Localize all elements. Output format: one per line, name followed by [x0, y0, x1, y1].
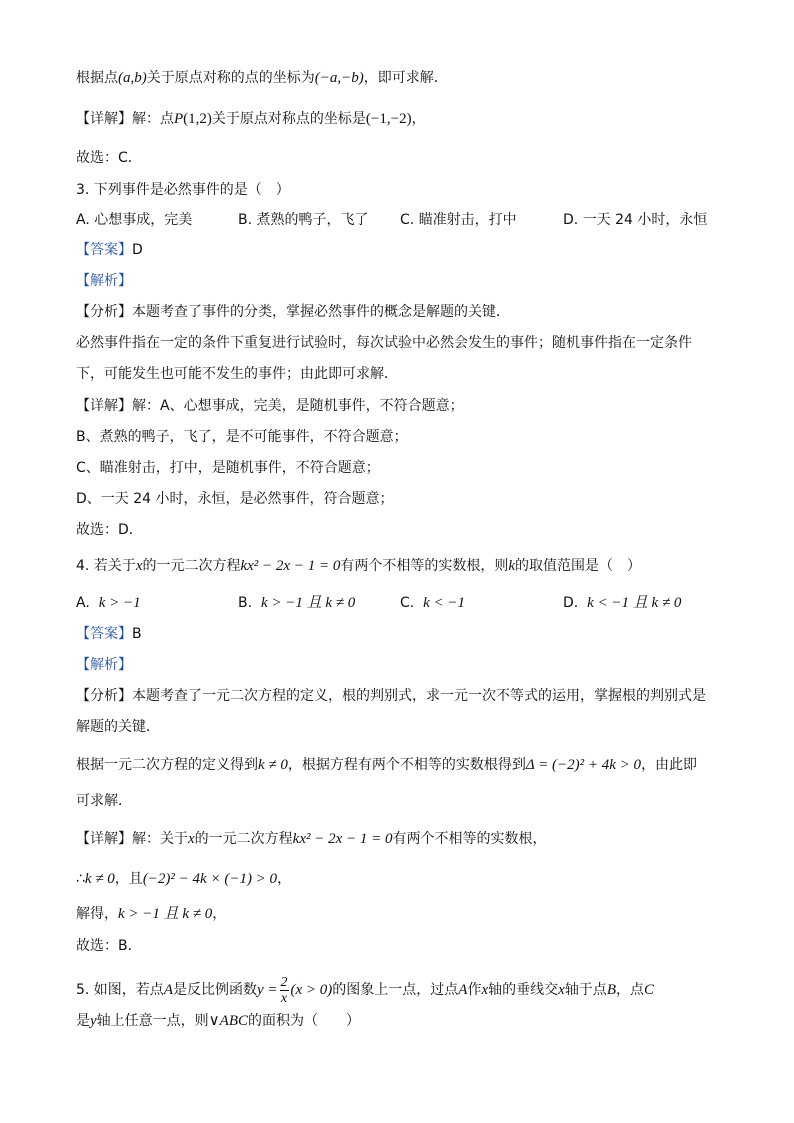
text: 的面积为（ ） [247, 1013, 360, 1029]
q4-explain-line-2: 可求解． [76, 793, 132, 809]
prev-detail-line [76, 109, 426, 129]
equation: kx² − 2x − 1 = 0 [292, 831, 393, 847]
triangle-abc: ∨ABC [208, 1013, 248, 1029]
q3-option-c [400, 210, 517, 230]
option-text: 心想事成，完美 [94, 212, 193, 228]
var-x: x [558, 982, 565, 998]
q4-conclusion: 故选：B． [76, 938, 142, 954]
q3-explain-line-1: 必然事件指在一定的条件下重复进行试验时，每次试验中必然会发生的事件；随机事件指在一定条件 [76, 335, 692, 351]
q4-option-d [563, 593, 681, 613]
text: 是 [76, 1013, 90, 1029]
q3-option-b [238, 210, 369, 230]
text: 的取值范围是（ ） [515, 558, 641, 574]
q3-option-d [563, 210, 707, 230]
q4-option-c [400, 593, 465, 613]
text: 4. 若关于 [76, 558, 136, 574]
formula-neg-ab: (−a,−b) [314, 70, 364, 86]
var-x: x [481, 982, 489, 998]
q3-detail-c: C、瞄准射击，打中，是随机事件，不符合题意； [76, 460, 380, 476]
domain-condition: (x > 0) [290, 982, 333, 998]
text: 是反比例函数 [172, 982, 257, 998]
text: 轴的垂线交 [488, 982, 559, 998]
option-key: A. [76, 595, 90, 611]
text: 有两个不相等的实数根， [392, 831, 547, 847]
q3-detail [76, 396, 464, 416]
denominator: x [280, 990, 288, 1006]
q4-analysis-tag: 【解析】 [76, 657, 132, 673]
fenxi-tag: 【分析】 [76, 304, 132, 320]
text: 的一元二次方程 [142, 558, 241, 574]
text: 本题考查了一元二次方程的定义，根的判别式，求一元一次不等式的运用，掌握根的判别式是 [132, 688, 706, 704]
option-key: C. [400, 595, 415, 611]
text: ，由此即 [641, 757, 698, 773]
q3-conclusion: 故选：D． [76, 522, 143, 538]
q5-stem-line-2 [76, 1011, 360, 1031]
q4-option-a [76, 593, 141, 613]
point-a: A [458, 982, 468, 998]
q4-step-2 [76, 904, 226, 924]
point-p: P [174, 111, 184, 127]
option-text: k > −1 且 k ≠ 0 [260, 595, 356, 611]
point-a: A [163, 982, 173, 998]
therefore-sign: ∴ [76, 871, 85, 887]
q3-detail-b: B、煮熟的鸭子，飞了，是不可能事件，不符合题意； [76, 429, 408, 445]
formula-discriminant: Δ = (−2)² + 4k > 0 [525, 757, 642, 773]
prev-hint-line [76, 68, 448, 88]
option-key: D. [563, 212, 579, 228]
q3-analysis-tag: 【解析】 [76, 273, 132, 289]
formula-result: k > −1 且 k ≠ 0 [118, 906, 213, 922]
text: 解：关于 [132, 831, 188, 847]
q4-detail [76, 829, 547, 849]
detail-tag: 【详解】 [76, 111, 132, 127]
point-c: C [643, 982, 654, 998]
q3-answer [76, 240, 143, 260]
text: 关于原点对称点的坐标是 [211, 111, 366, 127]
option-text: k < −1 [423, 595, 466, 611]
prev-answer: 故选：C． [76, 150, 142, 166]
q4-fenxi [76, 686, 706, 706]
answer-tag: 【答案】 [76, 242, 132, 258]
option-text: k < −1 且 k ≠ 0 [587, 595, 682, 611]
var-x: x [188, 831, 195, 847]
fenxi-tag: 【分析】 [76, 688, 132, 704]
option-key: B. [238, 212, 253, 228]
answer-value: B [132, 626, 142, 642]
answer-tag: 【答案】 [76, 626, 132, 642]
formula-k-neq-0: k ≠ 0 [84, 871, 115, 887]
var-k: k [508, 558, 515, 574]
text: 的图象上一点，过点 [332, 982, 459, 998]
formula-point: (1,2) [183, 111, 212, 127]
text: 解：点 [132, 111, 174, 127]
text: 轴于点 [564, 982, 607, 998]
text: ，根据方程有两个不相等的实数根得到 [287, 757, 526, 773]
formula-discriminant-calc: (−2)² − 4k × (−1) > 0 [142, 871, 278, 887]
option-key: C. [400, 212, 415, 228]
q4-fenxi-line-2: 解题的关键． [76, 719, 160, 735]
fraction-2-over-x [280, 975, 289, 1006]
text: 轴上任意一点，则 [96, 1013, 209, 1029]
text: 解得， [76, 906, 118, 922]
text: 有两个不相等的实数根，则 [340, 558, 509, 574]
function-lhs: y = [256, 982, 278, 998]
option-text: 煮熟的鸭子，飞了 [256, 212, 369, 228]
text: ，即可求解． [363, 70, 448, 86]
option-key: D. [563, 595, 579, 611]
text: 关于原点对称的点的坐标为 [146, 70, 315, 86]
text: ， [212, 906, 227, 922]
formula-ab: (a,b) [118, 70, 147, 86]
text: ， [277, 871, 292, 887]
q3-detail-d: D、一天 24 小时，永恒，是必然事件，符合题意； [76, 491, 394, 507]
q4-explain-line-1 [76, 755, 697, 775]
numerator: 2 [280, 974, 288, 990]
answer-value: D [132, 242, 143, 258]
equation: kx² − 2x − 1 = 0 [240, 558, 341, 574]
q4-option-b [238, 593, 355, 613]
q4-answer [76, 624, 142, 644]
text: 根据点 [76, 70, 118, 86]
q3-stem: 3. 下列事件是必然事件的是（ ） [76, 182, 290, 198]
text: 作 [467, 982, 482, 998]
text: 根据一元二次方程的定义得到 [76, 757, 258, 773]
point-b: B [606, 982, 616, 998]
q3-explain-line-2: 下，可能发生也可能不发生的事件；由此即可求解． [76, 366, 398, 382]
text: ，且 [114, 871, 143, 887]
option-key: B. [238, 595, 253, 611]
formula-k-neq-0: k ≠ 0 [258, 757, 288, 773]
detail-tag: 【详解】 [76, 831, 132, 847]
option-text: 瞄准射击，打中 [418, 212, 517, 228]
q5-stem-line-1 [76, 973, 654, 1007]
text: 本题考查了事件的分类，掌握必然事件的概念是解题的关键． [132, 304, 510, 320]
q4-stem [76, 556, 641, 576]
option-text: k > −1 [98, 595, 141, 611]
text: 5. 如图，若点 [76, 982, 164, 998]
q3-option-a [76, 210, 192, 230]
option-text: 一天 24 小时，永恒 [582, 212, 708, 228]
q3-fenxi [76, 302, 510, 322]
text: 解：A、心想事成，完美，是随机事件，不符合题意； [132, 398, 464, 414]
formula-point-result: (−1,−2) [365, 111, 412, 127]
option-key: A. [76, 212, 90, 228]
var-x: x [135, 558, 143, 574]
text: 的一元二次方程 [194, 831, 293, 847]
var-y: y [90, 1013, 97, 1029]
detail-tag: 【详解】 [76, 398, 132, 414]
q4-step-1 [76, 869, 291, 889]
text: ， [411, 111, 426, 127]
text: ，点 [615, 982, 644, 998]
